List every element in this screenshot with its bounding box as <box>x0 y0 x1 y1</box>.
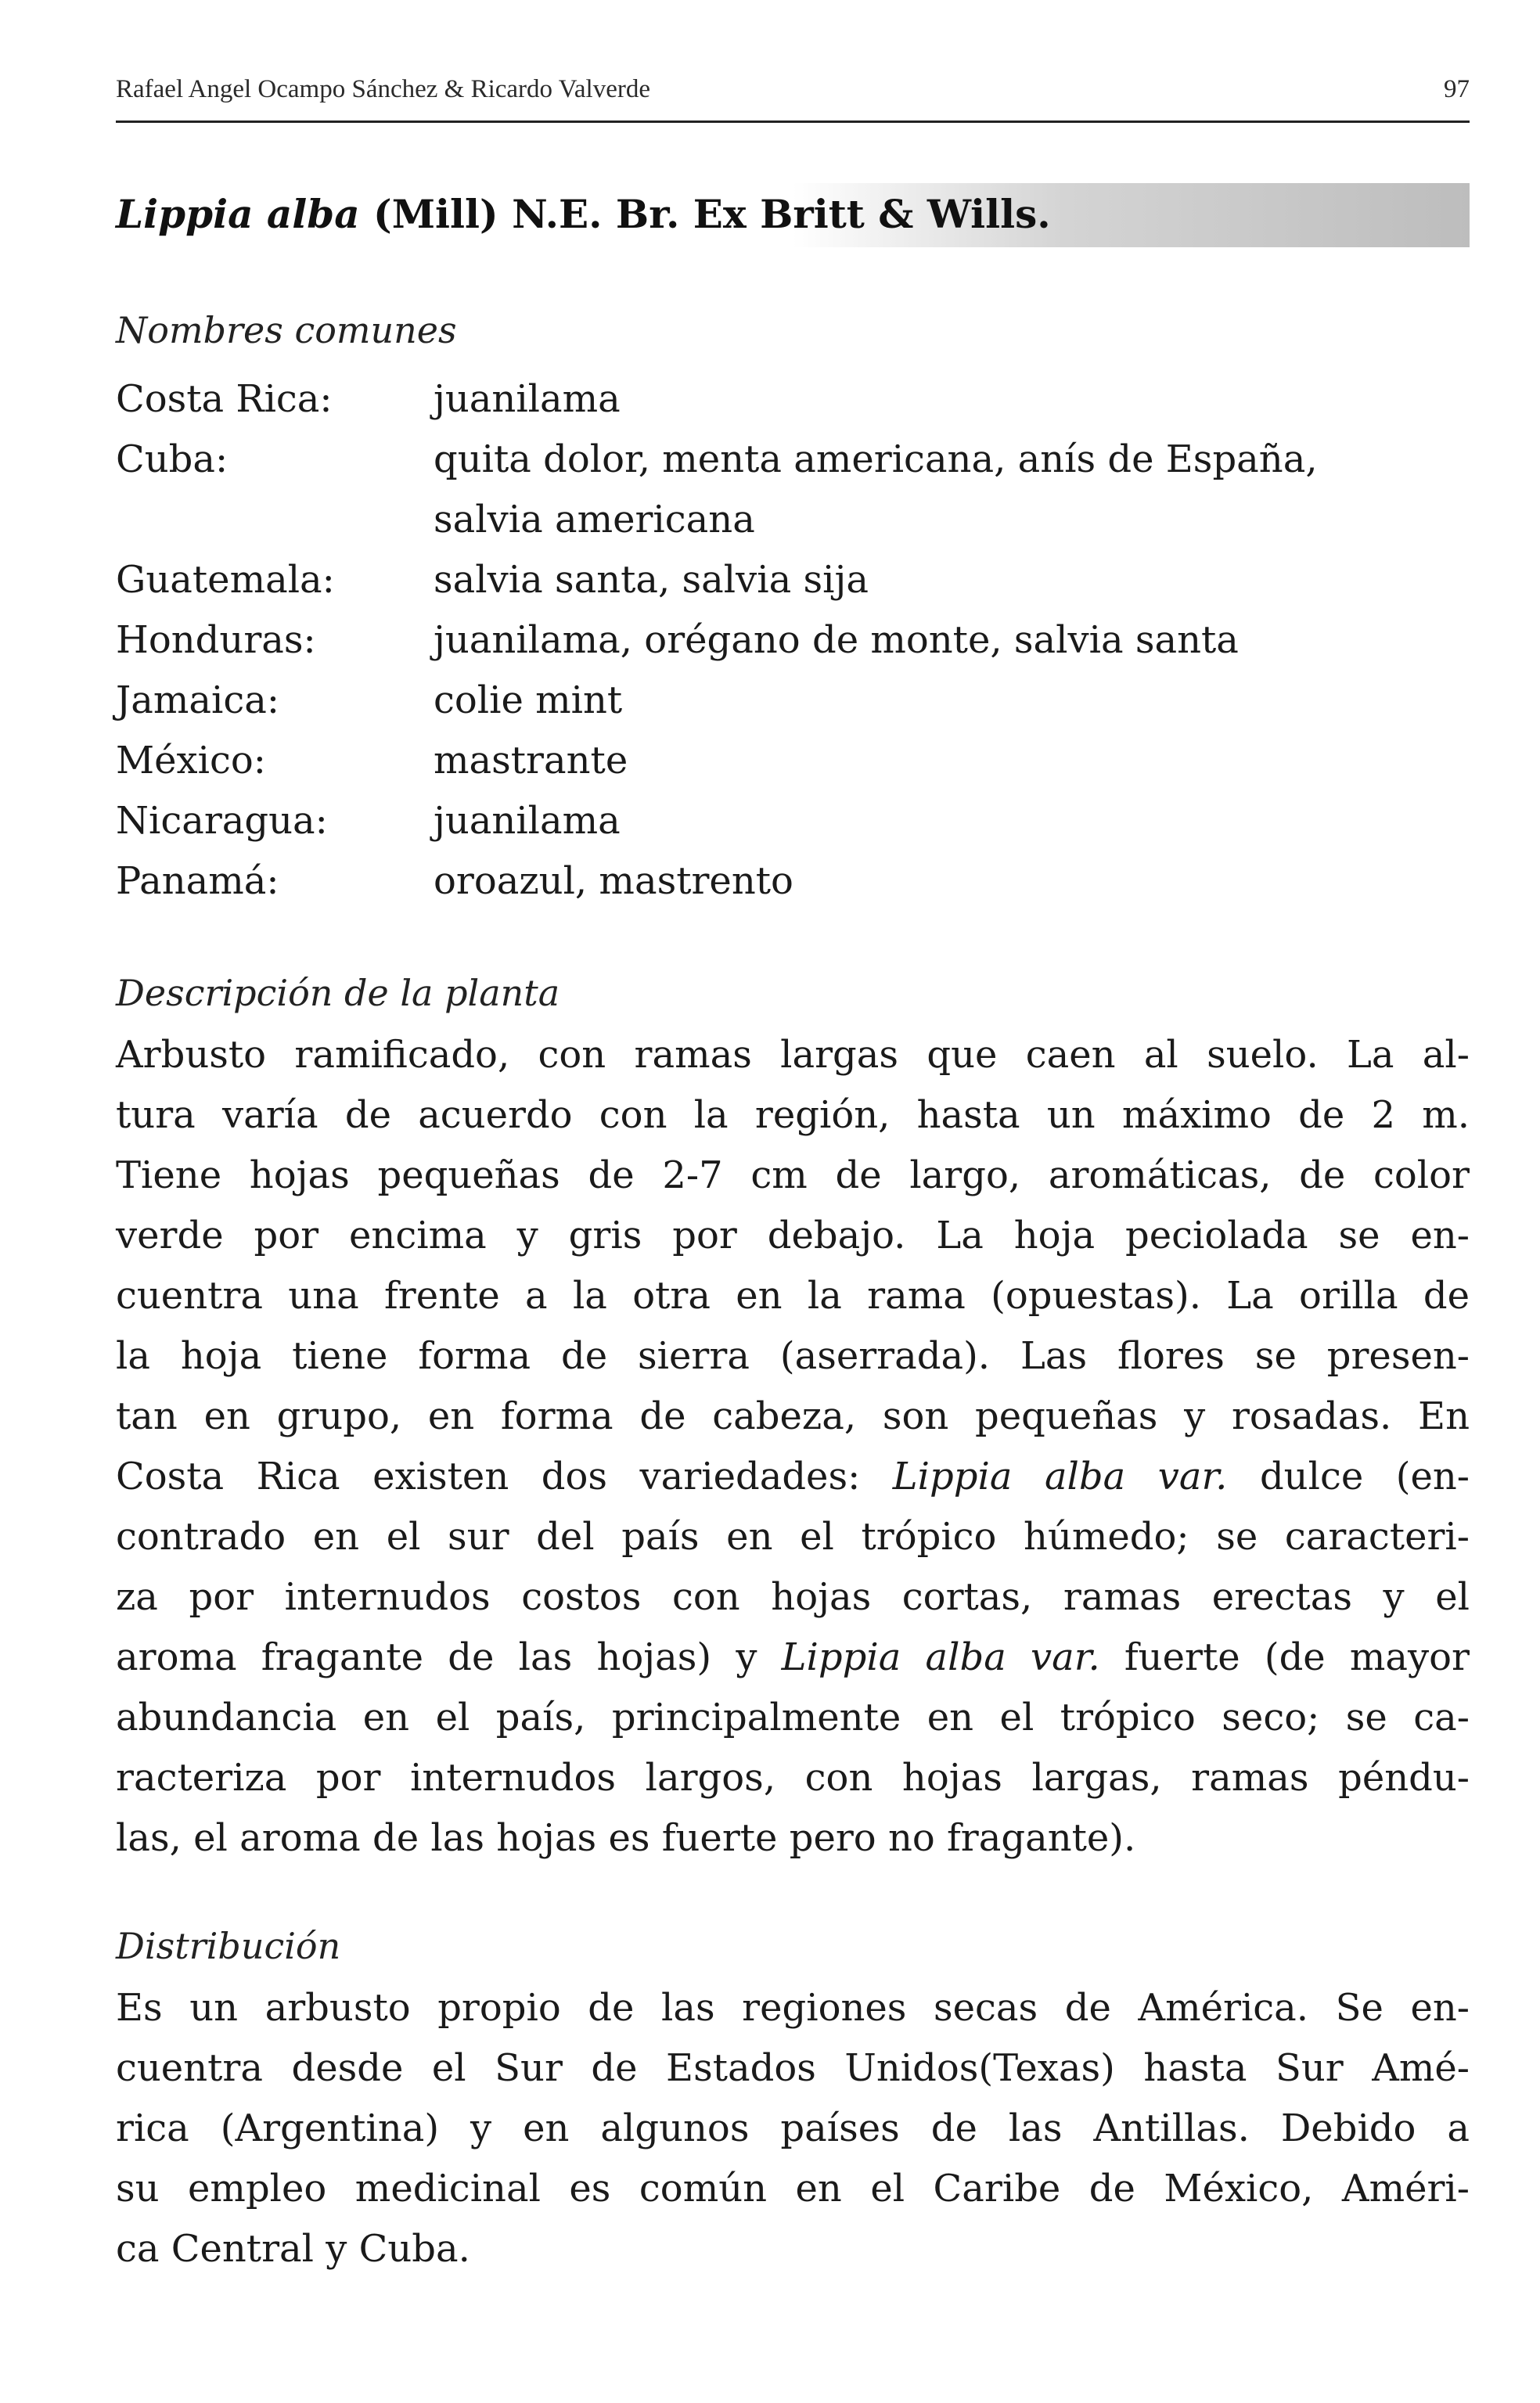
country-label: Guatemala: <box>116 558 335 602</box>
paragraph-line: tan en grupo, en forma de cabeza, son pequeñas y rosadas. En <box>116 1394 1470 1438</box>
paragraph-line: abundancia en el país, principalmente en el trópico seco; se ca- <box>116 1696 1470 1739</box>
page-number: 97 <box>1444 75 1470 103</box>
paragraph-line: tura varía de acuerdo con la región, hasta un máximo de 2 m. <box>116 1093 1470 1137</box>
name-row <box>116 550 1470 610</box>
paragraph-line: contrado en el sur del país en el trópico húmedo; se caracteri- <box>116 1515 1470 1559</box>
common-name-values: salvia santa, salvia sija <box>434 558 869 602</box>
name-row <box>116 369 1470 430</box>
paragraph-line <box>116 1447 1470 1507</box>
paragraph-line: cuentra desde el Sur de Estados Unidos(Texas) hasta Sur Amé- <box>116 2046 1470 2090</box>
common-name-values: mastrante <box>434 739 628 782</box>
line-text: Costa Rica existen dos variedades: <box>116 1455 893 1498</box>
paragraph-line: cuentra una frente a la otra en la rama (opuestas). La orilla de <box>116 1274 1470 1318</box>
common-name-values: juanilama <box>434 799 621 843</box>
name-row <box>116 671 1470 731</box>
country-label: Honduras: <box>116 618 316 662</box>
running-header <box>116 75 1470 111</box>
country-label: Nicaragua: <box>116 799 328 843</box>
name-row <box>116 610 1470 671</box>
line-text: aroma fragante de las hojas) y <box>116 1635 782 1679</box>
name-row-continuation <box>116 490 1470 550</box>
line-text: fuerte (de mayor <box>1099 1635 1470 1679</box>
country-label: México: <box>116 739 266 782</box>
description-heading: Descripción de la planta <box>116 972 560 1014</box>
paragraph-line: Es un arbusto propio de las regiones secas de América. Se en- <box>116 1986 1470 2030</box>
name-row <box>116 851 1470 912</box>
paragraph-line: verde por encima y gris por debajo. La hoja peciolada se en- <box>116 1214 1470 1257</box>
common-name-values: juanilama <box>434 377 621 421</box>
paragraph-line: rica (Argentina) y en algunos países de las Antillas. Debido a <box>116 2106 1470 2150</box>
name-row <box>116 430 1470 490</box>
country-label: Costa Rica: <box>116 377 333 421</box>
paragraph-line: su empleo medicinal es común en el Caribe de México, Améri- <box>116 2167 1470 2211</box>
paragraph-line: Arbusto ramificado, con ramas largas que caen al suelo. La al- <box>116 1033 1470 1077</box>
species-title-band <box>116 183 1470 247</box>
distribution-heading: Distribución <box>116 1925 341 1967</box>
country-label: Jamaica: <box>116 678 280 722</box>
description-paragraph <box>116 1025 1470 1869</box>
paragraph-line <box>116 1628 1470 1688</box>
document-page <box>116 0 1470 2403</box>
paragraph-line: las, el aroma de las hojas es fuerte pero no fragante). <box>116 1816 1136 1860</box>
paragraph-line: ca Central y Cuba. <box>116 2227 470 2271</box>
common-name-values: oroazul, mastrento <box>434 859 793 903</box>
paragraph-line: la hoja tiene forma de sierra (aserrada). Las flores se presen- <box>116 1334 1470 1378</box>
variety-name-dulce: Lippia alba var. <box>892 1455 1228 1498</box>
header-authors: Rafael Angel Ocampo Sánchez & Ricardo Valverde <box>116 75 650 103</box>
species-name: Lippia alba <box>116 191 360 237</box>
common-names-list <box>116 369 1470 912</box>
common-names-heading: Nombres comunes <box>116 309 457 351</box>
species-title <box>116 191 1051 237</box>
variety-name-fuerte: Lippia alba var. <box>781 1635 1100 1679</box>
common-name-values: salvia americana <box>434 498 755 541</box>
distribution-paragraph <box>116 1978 1470 2279</box>
name-row <box>116 731 1470 791</box>
line-text: dulce (en- <box>1227 1455 1470 1498</box>
paragraph-line: Tiene hojas pequeñas de 2-7 cm de largo, aromáticas, de color <box>116 1153 1470 1197</box>
common-name-values: colie mint <box>434 678 623 722</box>
paragraph-line: racteriza por internudos largos, con hojas largas, ramas péndu- <box>116 1756 1470 1800</box>
paragraph-line: za por internudos costos con hojas cortas, ramas erectas y el <box>116 1575 1470 1619</box>
header-rule <box>116 121 1470 123</box>
common-name-values: juanilama, orégano de monte, salvia santa <box>434 618 1239 662</box>
country-label: Panamá: <box>116 859 279 903</box>
name-row <box>116 791 1470 851</box>
species-authority: (Mill) N.E. Br. Ex Britt & Wills. <box>373 191 1051 237</box>
country-label: Cuba: <box>116 437 228 481</box>
common-name-values: quita dolor, menta americana, anís de España, <box>434 437 1318 481</box>
